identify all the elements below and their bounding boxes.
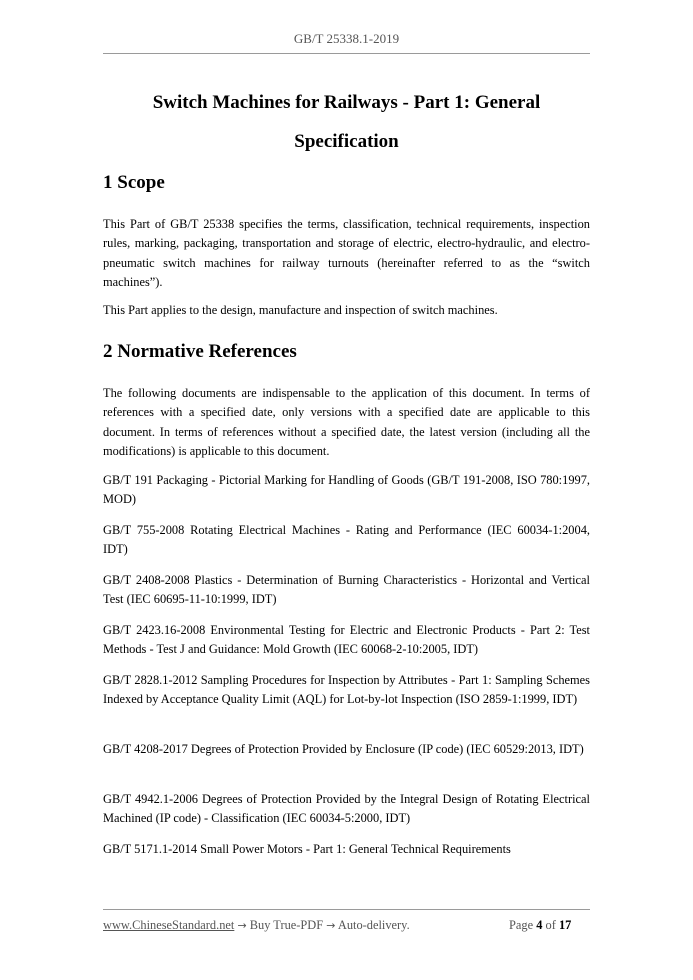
buy-true-pdf-text: Buy True-PDF (249, 918, 324, 932)
reference-item: GB/T 4208-2017 Degrees of Protection Provided by Enclosure (IP code) (IEC 60529:2013, IDT) (103, 742, 584, 756)
page-number (509, 918, 571, 933)
current-page-number: 4 (536, 918, 543, 932)
page-label: Page (509, 918, 534, 932)
auto-delivery-text: Auto-delivery. (337, 918, 410, 932)
reference-item: GB/T 191 Packaging - Pictorial Marking for Handling of Goods (GB/T 191-2008, ISO 780:1997, MOD) (103, 473, 590, 507)
arrow-right-icon: → (237, 919, 247, 932)
reference-item: GB/T 4942.1-2006 Degrees of Protection Provided by the Integral Design of Rotating Electrical Machined (IP code) - Classification (IEC 60034-5:2000, IDT) (103, 792, 590, 826)
section-heading-normative-references: 2 Normative References (103, 341, 297, 362)
arrow-right-icon: → (326, 919, 336, 932)
section-heading-scope: 1 Scope (103, 172, 165, 193)
references-intro-paragraph: The following documents are indispensable to the application of this document. In terms of references with a specified date, only versions with a specified date are applicable to this document. In terms of references without a specified date, the latest version (including all the modifications) is applicable to this document. (103, 386, 590, 459)
footer-promo (103, 918, 410, 933)
scope-paragraph: This Part of GB/T 25338 specifies the terms, classification, technical requirements, inspection rules, marking, packaging, transportation and storage of electric, electro-hydraulic, and electro-pneumatic switch machines for railway turnouts (hereinafter referred to as the “switch machines”). (103, 217, 590, 290)
reference-item: GB/T 2828.1-2012 Sampling Procedures for Inspection by Attributes - Part 1: Sampling Schemes Indexed by Acceptance Quality Limit (AQL) for Lot-by-lot Inspection (ISO 2859-1:1999, IDT) (103, 673, 590, 707)
document-title (103, 83, 590, 161)
reference-item: GB/T 755-2008 Rotating Electrical Machines - Rating and Performance (IEC 60034-1:2004, IDT) (103, 523, 590, 557)
title-line-2: Specification (294, 131, 399, 152)
reference-item: GB/T 5171.1-2014 Small Power Motors - Part 1: General Technical Requirements (103, 842, 511, 856)
total-pages-number: 17 (558, 918, 572, 932)
header-rule (103, 53, 590, 54)
site-link[interactable]: www.ChineseStandard.net (103, 918, 235, 932)
footer-rule (103, 909, 590, 910)
reference-item: GB/T 2408-2008 Plastics - Determination of Burning Characteristics - Horizontal and Vertical Test (IEC 60695-11-10:1999, IDT) (103, 573, 590, 607)
running-header: GB/T 25338.1-2019 (293, 31, 400, 46)
reference-item: GB/T 2423.16-2008 Environmental Testing for Electric and Electronic Products - Part 2: Test Methods - Test J and Guidance: Mold Growth (IEC 60068-2-10:2005, IDT) (103, 623, 590, 657)
page-of-label: of (545, 918, 556, 932)
scope-paragraph: This Part applies to the design, manufacture and inspection of switch machines. (103, 303, 498, 317)
title-line-1: Switch Machines for Railways - Part 1: General (152, 92, 541, 113)
